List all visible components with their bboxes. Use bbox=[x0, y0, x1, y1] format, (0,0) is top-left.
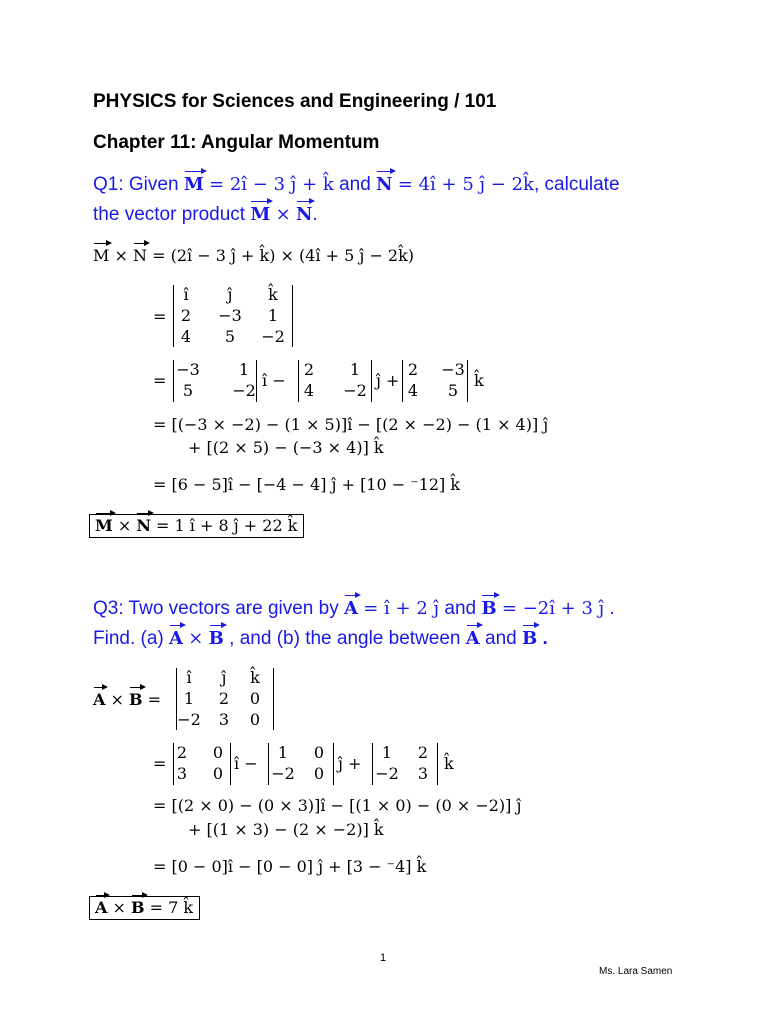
det-cell: 0 bbox=[212, 764, 224, 783]
vector-a: A bbox=[344, 598, 358, 619]
det-cell: ĵ bbox=[221, 668, 227, 687]
det-cell: k̂ bbox=[268, 285, 278, 304]
det-cell: 2 bbox=[180, 306, 192, 325]
unit-k: k̂ bbox=[444, 754, 454, 773]
det-cell: 4 bbox=[180, 327, 192, 346]
equals-sign: = bbox=[153, 307, 167, 326]
q1-and: and bbox=[339, 174, 371, 195]
vector-m: M bbox=[93, 246, 110, 265]
q3-line2-and: and bbox=[485, 628, 517, 649]
det-cell: 5 bbox=[447, 381, 459, 400]
q3-question-line1 bbox=[93, 598, 615, 620]
q3-prefix: Q3: Two vectors are given by bbox=[93, 598, 339, 619]
unit-i-minus: î − bbox=[262, 371, 286, 390]
cross-symbol: × bbox=[110, 690, 124, 709]
vector-b: B bbox=[522, 628, 538, 649]
vector-a: A bbox=[93, 690, 106, 709]
q3-b-expression: = −2î + 3 ĵ bbox=[501, 598, 605, 619]
q1-answer-box bbox=[89, 514, 304, 538]
vector-a: A bbox=[169, 628, 183, 649]
det-cell: 0 bbox=[249, 689, 261, 708]
q1-prefix: Q1: Given bbox=[93, 174, 179, 195]
q1-n-expression: = 4î + 5 ĵ − 2k̂ bbox=[397, 174, 534, 195]
det-cell: 4 bbox=[407, 381, 419, 400]
unit-k: k̂ bbox=[474, 371, 484, 390]
det-cell: −2 bbox=[177, 710, 201, 729]
vector-m: M bbox=[250, 204, 271, 225]
det-cell: −3 bbox=[176, 360, 200, 379]
q1-expansion-line1: = [(−3 × −2) − (1 × 5)]î − [(2 × −2) − (1 × 4)] ĵ bbox=[153, 415, 549, 434]
vector-m: M bbox=[183, 174, 204, 195]
vector-b: B bbox=[481, 598, 497, 619]
q1-minor-k bbox=[402, 360, 468, 402]
vector-a: A bbox=[465, 628, 480, 649]
vector-n: N bbox=[295, 204, 313, 225]
det-cell: 2 bbox=[417, 743, 429, 762]
det-cell: −2 bbox=[343, 381, 367, 400]
q1-minor-i bbox=[173, 360, 257, 402]
det-cell: î bbox=[186, 668, 192, 687]
page-number: 1 bbox=[380, 952, 387, 964]
cross-symbol: × bbox=[117, 516, 132, 535]
det-cell: 1 bbox=[267, 306, 279, 325]
q3-expansion-line1: = [(2 × 0) − (0 × 3)]î − [(1 × 0) − (0 × −2)] ĵ bbox=[153, 796, 522, 815]
equals-sign: = bbox=[147, 690, 162, 709]
det-cell: 0 bbox=[249, 710, 261, 729]
q1-simplify: = [6 − 5]î − [−4 − 4] ĵ + [10 − ⁻12] k̂ bbox=[153, 475, 461, 494]
q3-expansion-line2: + [(1 × 3) − (2 × −2)] k̂ bbox=[188, 820, 384, 839]
det-cell: 3 bbox=[176, 764, 188, 783]
det-cell: 2 bbox=[218, 689, 230, 708]
q3-question-line2 bbox=[93, 628, 548, 650]
det-cell: î bbox=[183, 285, 189, 304]
equals-sign: = bbox=[153, 754, 167, 773]
det-cell: 1 bbox=[381, 743, 393, 762]
q3-line2-end: . bbox=[542, 628, 548, 649]
cross-symbol: × bbox=[188, 628, 204, 649]
det-cell: 2 bbox=[407, 360, 419, 379]
unit-j-plus: ĵ + bbox=[376, 371, 400, 390]
q1-question-line1 bbox=[93, 174, 620, 196]
vector-n: N bbox=[132, 246, 147, 265]
det-cell: k̂ bbox=[250, 668, 260, 687]
vector-b: B bbox=[131, 898, 145, 917]
q1-suffix: , calculate bbox=[533, 174, 620, 195]
q3-period: . bbox=[609, 598, 615, 619]
q3-minor-i bbox=[173, 743, 231, 785]
det-cell: −2 bbox=[271, 764, 295, 783]
equals-sign: = bbox=[153, 371, 167, 390]
det-cell: −2 bbox=[261, 327, 285, 346]
q3-line2-mid: , and (b) the angle between bbox=[229, 628, 461, 649]
det-cell: 1 bbox=[277, 743, 289, 762]
q3-minor-k bbox=[372, 743, 438, 785]
q3-and: and bbox=[444, 598, 477, 619]
q1-minor-j bbox=[298, 360, 372, 402]
q1-expansion-line2: + [(2 × 5) − (−3 × 4)] k̂ bbox=[188, 438, 384, 457]
q1-m-expression: = 2î − 3 ĵ + k̂ bbox=[209, 174, 334, 195]
unit-j-plus: ĵ + bbox=[338, 754, 362, 773]
det-cell: 5 bbox=[182, 381, 194, 400]
author-name: Ms. Lara Samen bbox=[599, 966, 673, 977]
det-cell: 1 bbox=[349, 360, 361, 379]
vector-n: N bbox=[136, 516, 151, 535]
unit-i-minus: î − bbox=[234, 754, 258, 773]
det-cell: 3 bbox=[417, 764, 429, 783]
cross-symbol: × bbox=[275, 204, 291, 225]
q3-lhs bbox=[93, 690, 161, 709]
course-title: PHYSICS for Sciences and Engineering / 101 bbox=[93, 91, 497, 112]
det-cell: −3 bbox=[218, 306, 242, 325]
q1-step-setup bbox=[93, 246, 414, 265]
q3-line2-prefix: Find. (a) bbox=[93, 628, 164, 649]
q1-question-line2 bbox=[93, 204, 318, 226]
vector-m: M bbox=[95, 516, 113, 535]
cross-symbol: × bbox=[112, 898, 126, 917]
det-cell: 0 bbox=[313, 764, 325, 783]
det-cell: −2 bbox=[375, 764, 399, 783]
det-cell: 1 bbox=[183, 689, 195, 708]
det-cell: 0 bbox=[212, 743, 224, 762]
det-cell: 2 bbox=[176, 743, 188, 762]
q3-answer-box bbox=[89, 896, 200, 920]
vector-a: A bbox=[95, 898, 108, 917]
det-cell: 5 bbox=[224, 327, 236, 346]
det-cell: 3 bbox=[218, 710, 230, 729]
q3-simplify: = [0 − 0]î − [0 − 0] ĵ + [3 − ⁻4] k̂ bbox=[153, 857, 427, 876]
q3-answer-rhs: = 7 k̂ bbox=[149, 898, 194, 917]
chapter-title: Chapter 11: Angular Momentum bbox=[93, 132, 380, 153]
q1-determinant bbox=[173, 285, 293, 347]
q3-determinant bbox=[176, 668, 274, 730]
q3-minor-j bbox=[268, 743, 334, 785]
det-cell: −2 bbox=[232, 381, 256, 400]
q1-line2-text: the vector product bbox=[93, 204, 246, 225]
det-cell: −3 bbox=[441, 360, 465, 379]
q1-period: . bbox=[312, 204, 318, 225]
q1-setup-rhs: = (2î − 3 ĵ + k̂) × (4î + 5 ĵ − 2k̂) bbox=[152, 246, 415, 265]
q3-a-expression: = î + 2 ĵ bbox=[363, 598, 440, 619]
det-cell: 2 bbox=[303, 360, 315, 379]
vector-n: N bbox=[376, 174, 393, 195]
vector-b: B bbox=[208, 628, 224, 649]
det-cell: ĵ bbox=[227, 285, 233, 304]
q1-answer-rhs: = 1 î + 8 ĵ + 22 k̂ bbox=[156, 516, 298, 535]
vector-b: B bbox=[129, 690, 143, 709]
det-cell: 4 bbox=[303, 381, 315, 400]
cross-symbol: × bbox=[114, 246, 128, 265]
det-cell: 1 bbox=[238, 360, 250, 379]
det-cell: 0 bbox=[313, 743, 325, 762]
